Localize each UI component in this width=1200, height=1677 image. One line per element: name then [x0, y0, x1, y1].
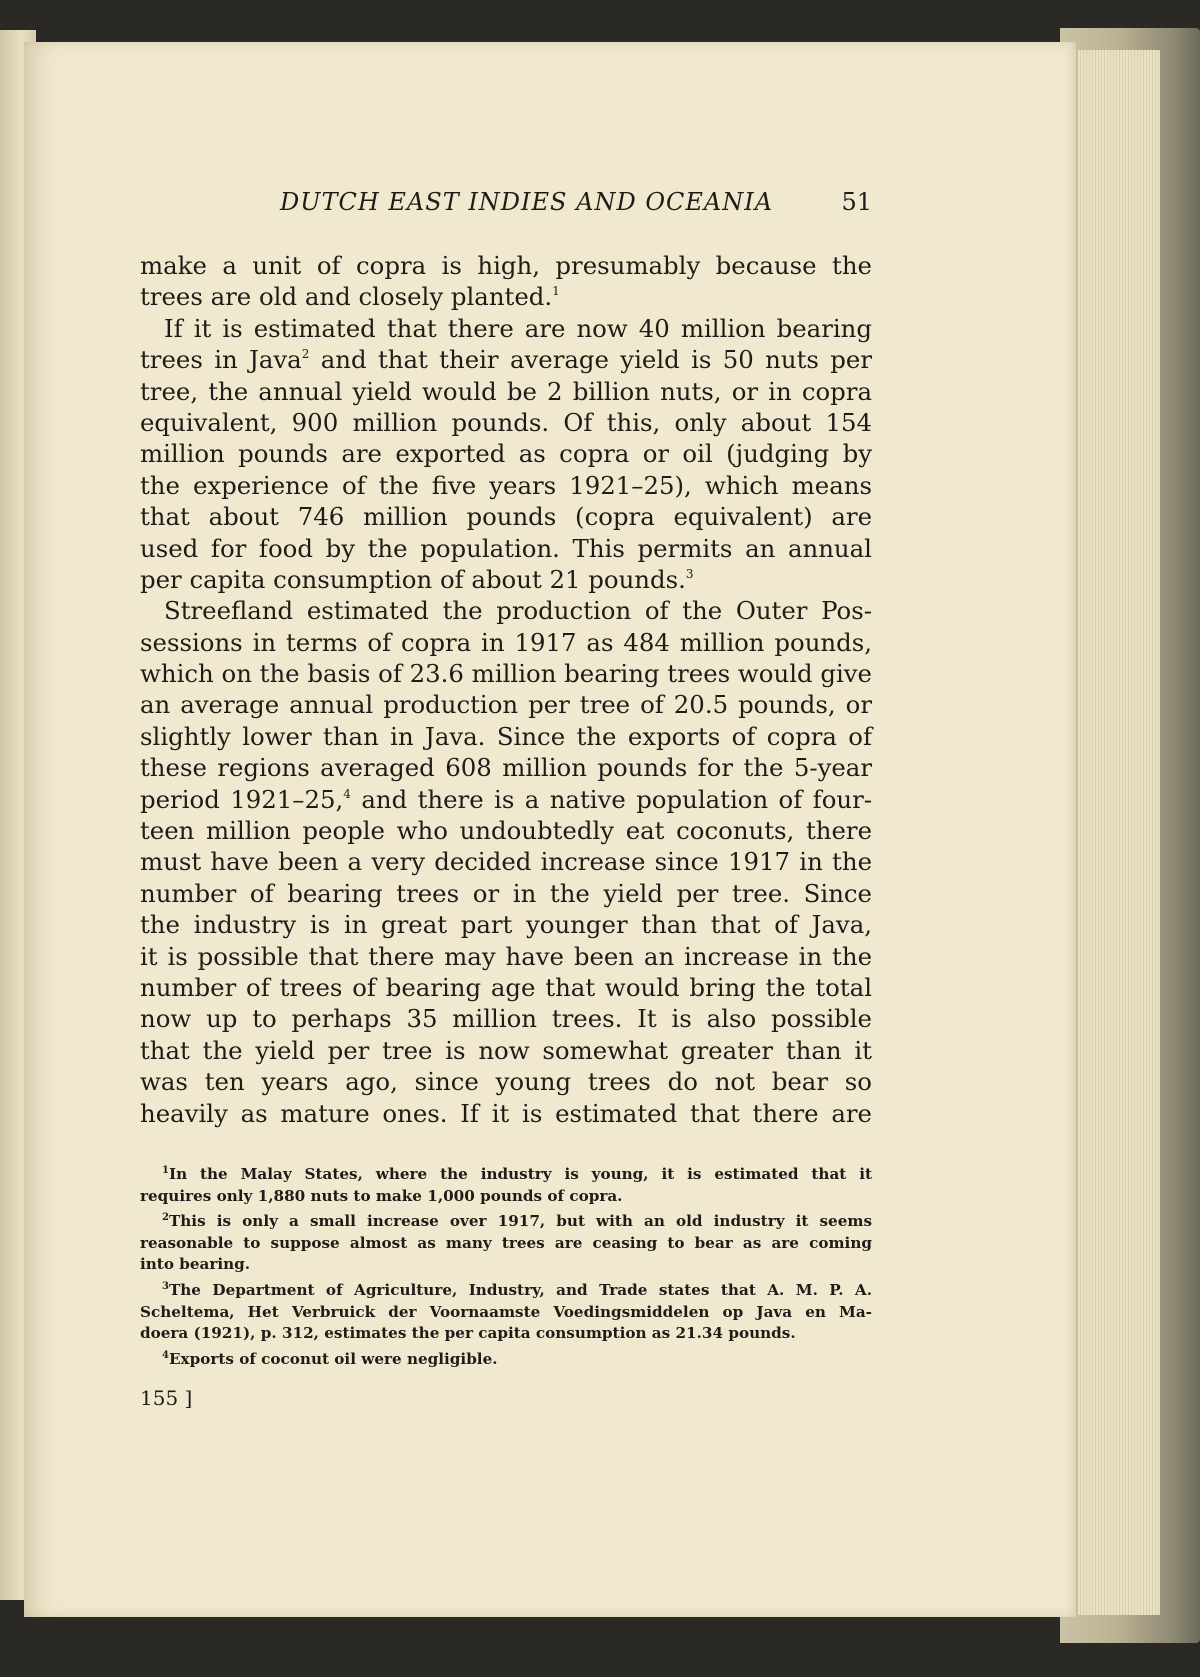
body-line [140, 533, 872, 564]
footnote [140, 1164, 872, 1207]
body-line-text: the experience of the five years 1921–25), which means [140, 470, 872, 500]
body-line [140, 501, 872, 532]
footnote-text: reasonable to suppose almost as many trees are ceasing to bear as are coming [140, 1233, 872, 1252]
body-line [140, 470, 872, 501]
footnote-reference: 3 [685, 566, 694, 581]
body-line-text: slightly lower than in Java. Since the exports of copra of [140, 721, 872, 751]
footnote-text: The Department of Agriculture, Industry, and Trade states that A. M. P. A. [168, 1280, 872, 1299]
footnote-line [140, 1164, 872, 1186]
body-line [140, 250, 872, 281]
body-line [140, 815, 872, 846]
footnote-text: In the Malay States, where the industry is young, it is estimated that it [168, 1165, 872, 1183]
body-line [140, 407, 872, 438]
body-line [140, 941, 872, 972]
body-line-text: must have been a very decided increase since 1917 in the [140, 847, 872, 877]
body-line [140, 846, 872, 877]
body-line-text: make a unit of copra is high, presumably because the [140, 251, 872, 280]
body-line [140, 1003, 872, 1034]
body-line-text: an average annual production per tree of 20.5 pounds, or [140, 690, 872, 720]
footnote-line [140, 1349, 872, 1371]
page-number: 51 [841, 188, 872, 216]
footnote-text: into bearing. [140, 1255, 251, 1274]
footnote-marker: 3 [162, 1280, 169, 1292]
body-line-text: it is possible that there may have been an increase in the [140, 941, 872, 971]
body-line-text: trees in Java [140, 345, 302, 375]
footnote-reference: 4 [343, 786, 351, 801]
footnote-marker: 2 [162, 1212, 169, 1224]
body-line [140, 281, 872, 312]
body-line-text: that about 746 million pounds (copra equivalent) are [140, 502, 872, 532]
footnote-line [140, 1254, 872, 1276]
body-line [140, 438, 872, 469]
body-line-text: sessions in terms of copra in 1917 as 484 million pounds, [140, 627, 872, 657]
body-line [140, 752, 872, 783]
body-line-text: equivalent, 900 million pounds. Of this, only about 154 [140, 407, 872, 437]
signature-mark: 155 ] [140, 1386, 193, 1410]
footnote-line [140, 1280, 872, 1302]
body-line [140, 909, 872, 940]
body-line-text: which on the basis of 23.6 million bearing trees would give [140, 659, 872, 689]
body-line [140, 721, 872, 752]
body-line-text: period 1921–25, [140, 784, 344, 814]
footnote-text: requires only 1,880 nuts to make 1,000 pounds of copra. [140, 1186, 623, 1205]
body-text [140, 250, 872, 1129]
body-line [140, 878, 872, 909]
body-line [140, 972, 872, 1003]
footnote-line [140, 1302, 872, 1324]
body-line [140, 658, 872, 689]
body-line-text: If it is estimated that there are now 40 million bearing [164, 313, 872, 343]
footnote [140, 1211, 872, 1276]
body-line [140, 784, 872, 815]
body-line-text: these regions averaged 608 million pounds for the 5-year [140, 753, 872, 783]
body-line-text: used for food by the population. This permits an annual [140, 533, 872, 563]
body-line-text: and that their average yield is 50 nuts per [309, 345, 872, 375]
footnote-text: Scheltema, Het Verbruick der Voornaamste Voedingsmiddelen op Java en Ma- [140, 1302, 872, 1321]
body-line [140, 1098, 872, 1129]
body-line-text: the industry is in great part younger than that of Java, [140, 910, 872, 940]
body-line-text: that the yield per tree is now somewhat greater than it [140, 1035, 872, 1065]
footnote-text: doera (1921), p. 312, estimates the per capita consumption as 21.34 pounds. [140, 1324, 796, 1343]
footnote [140, 1349, 872, 1371]
footnote-reference: 1 [552, 284, 560, 299]
body-line [140, 344, 872, 375]
page-edges [1078, 50, 1160, 1615]
footnote-text: Exports of coconut oil were negligible. [168, 1349, 498, 1368]
footnote-line [140, 1233, 872, 1255]
body-line [140, 376, 872, 407]
body-line [140, 627, 872, 658]
footnote [140, 1280, 872, 1345]
footnote-reference: 2 [301, 347, 310, 362]
body-line-text: Streefland estimated the production of the Outer Pos- [164, 596, 872, 626]
body-line-text: trees are old and closely planted. [140, 282, 553, 312]
body-line-text: was ten years ago, since young trees do not bear so [140, 1067, 872, 1097]
footnote-line [140, 1186, 872, 1208]
footnote-line [140, 1211, 872, 1233]
body-line-text: number of trees of bearing age that would bring the total [140, 972, 872, 1002]
body-line [140, 564, 872, 595]
body-line-text: now up to perhaps 35 million trees. It is also possible [140, 1004, 872, 1034]
footnote-marker: 4 [162, 1349, 169, 1361]
body-line [140, 595, 872, 626]
body-line [140, 313, 872, 344]
body-line-text: teen million people who undoubtedly eat coconuts, there [140, 816, 872, 846]
body-line-text: million pounds are exported as copra or oil (judging by [140, 439, 872, 469]
body-line-text: number of bearing trees or in the yield per tree. Since [140, 878, 872, 908]
running-title: DUTCH EAST INDIES AND OCEANIA [280, 188, 774, 216]
body-line-text: tree, the annual yield would be 2 billion nuts, or in copra [140, 376, 872, 406]
body-line-text: and there is a native population of four- [350, 784, 872, 814]
footnote-text: This is only a small increase over 1917, but with an old industry it seems [168, 1212, 872, 1231]
body-line [140, 1035, 872, 1066]
body-line-text: heavily as mature ones. If it is estimated that there are [140, 1098, 872, 1128]
body-line [140, 689, 872, 720]
footnote-marker: 1 [162, 1165, 169, 1176]
body-line-text: per capita consumption of about 21 pounds. [140, 564, 686, 594]
footnotes [140, 1164, 872, 1374]
body-line [140, 1066, 872, 1097]
page-header [140, 188, 872, 228]
footnote-line [140, 1323, 872, 1345]
